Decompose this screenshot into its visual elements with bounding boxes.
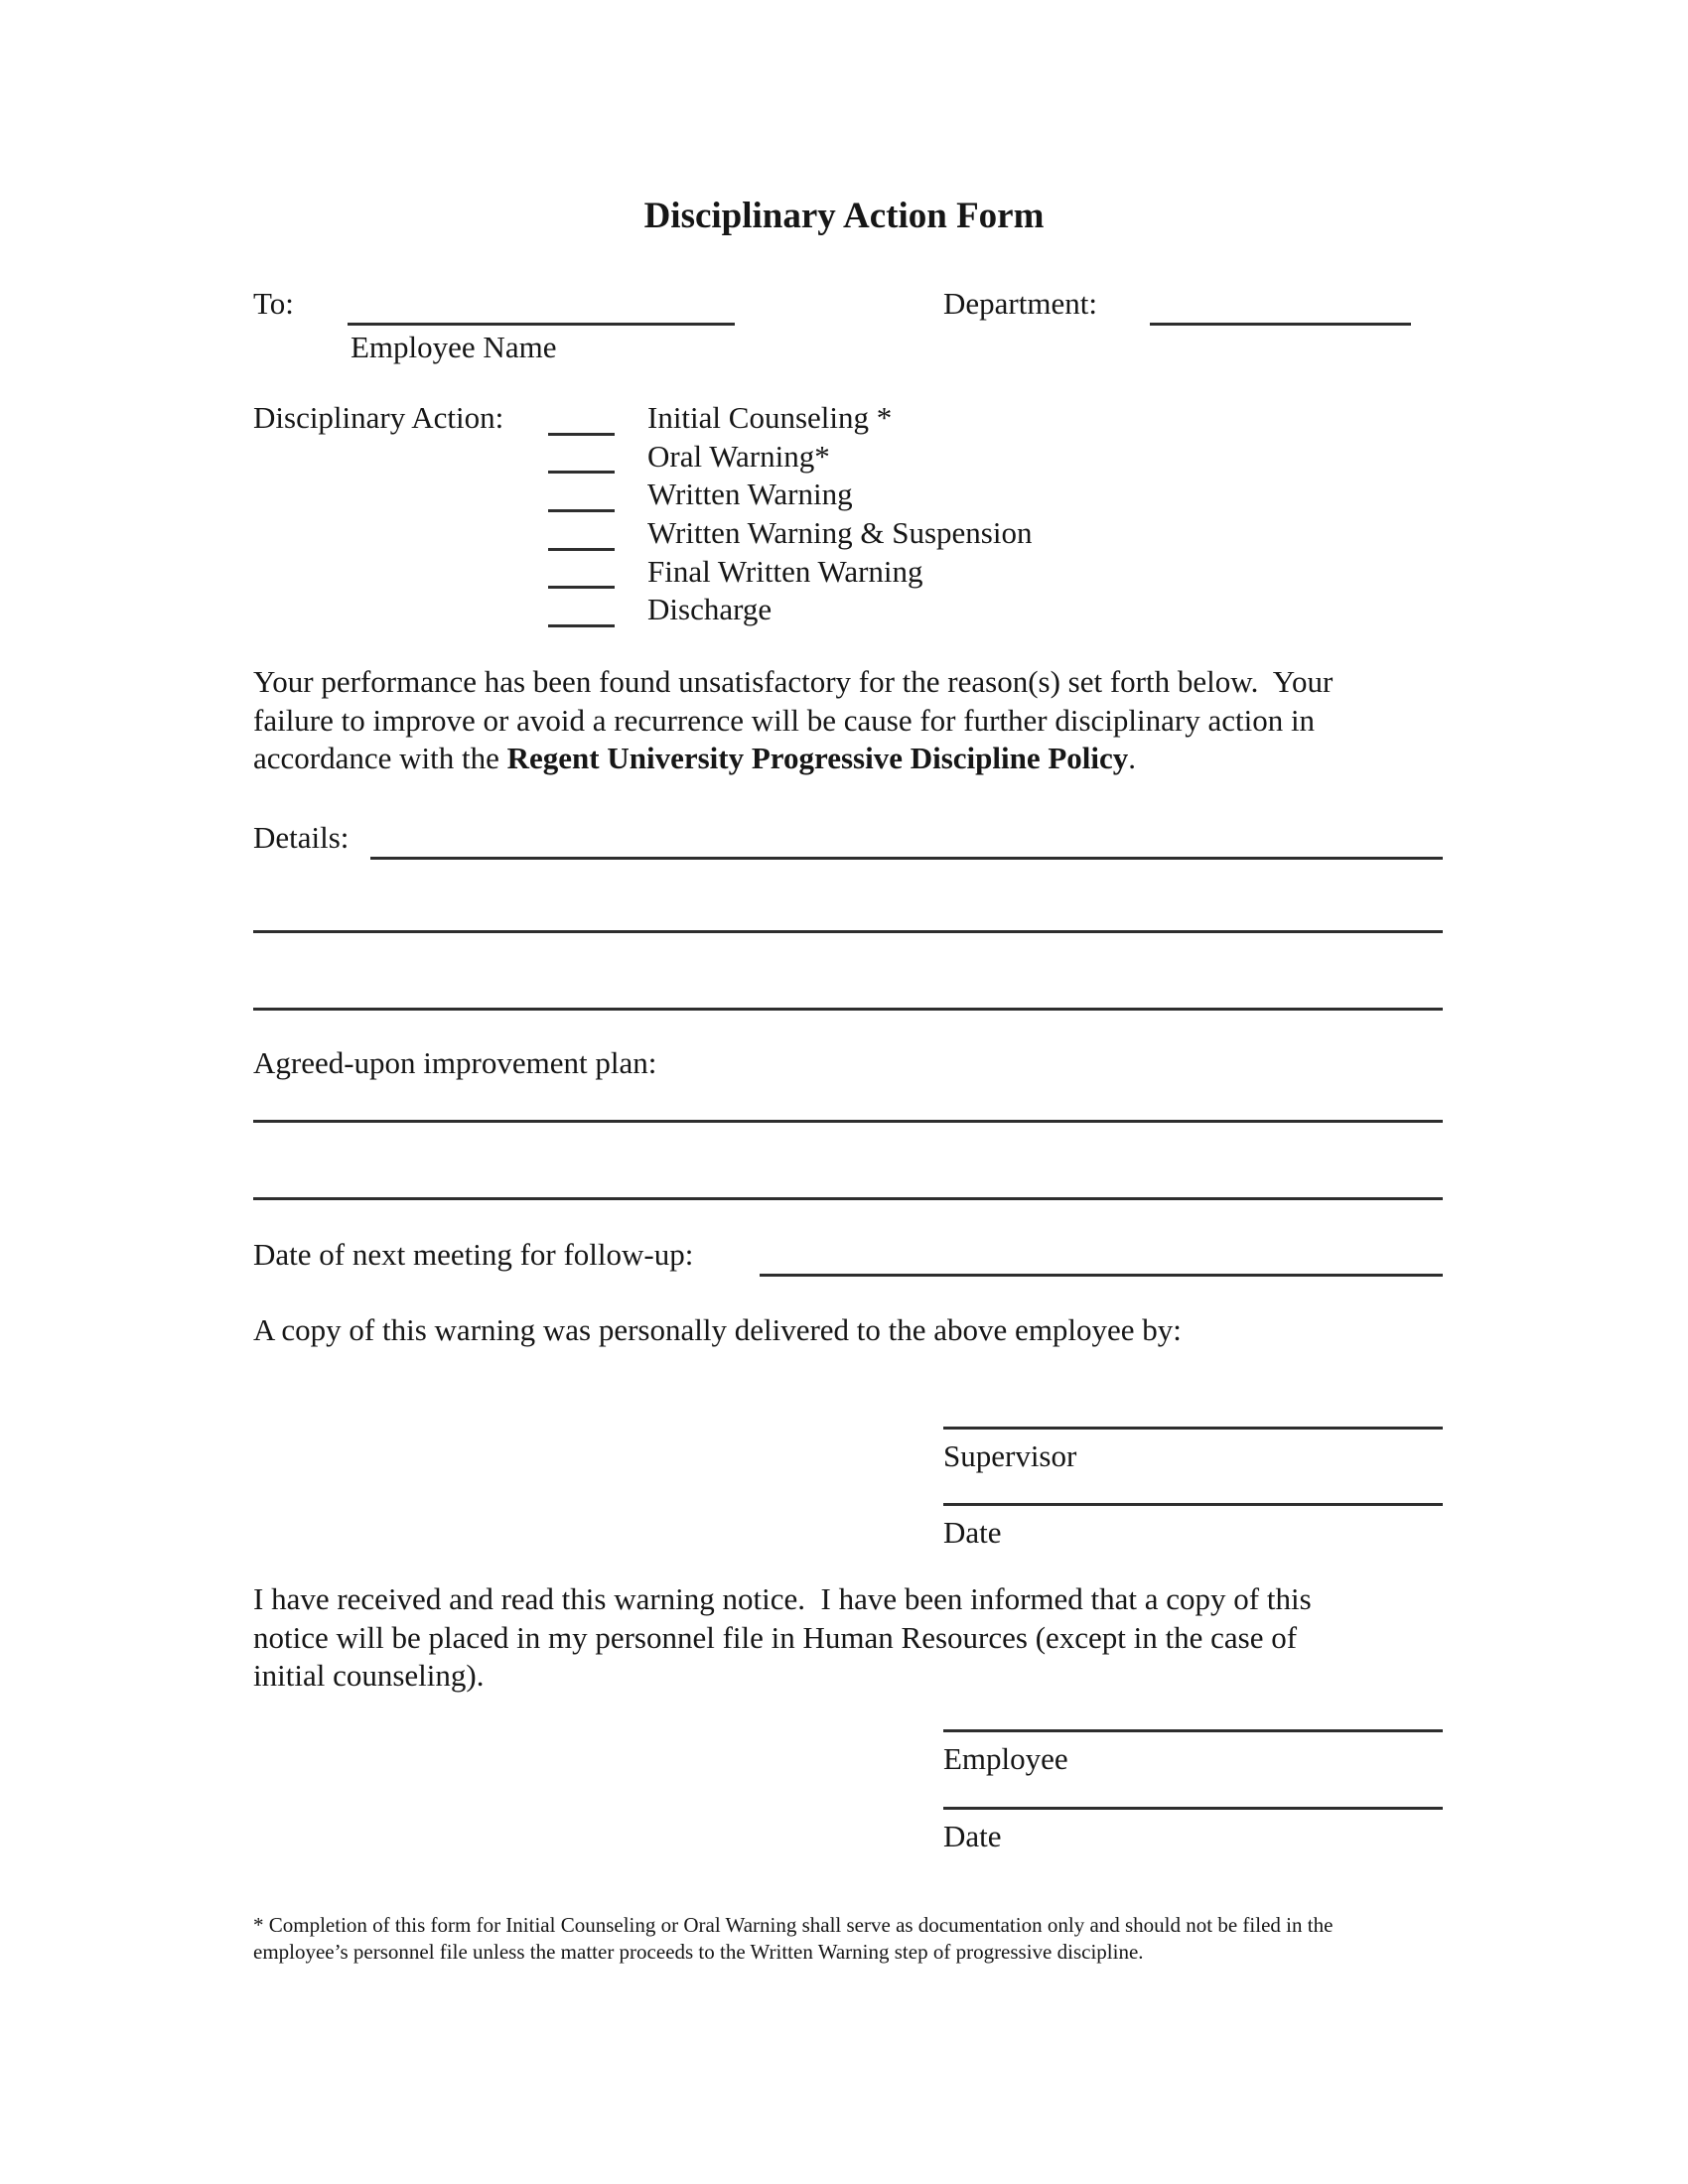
policy-name-bold: Regent University Progressive Discipline Policy bbox=[506, 741, 1129, 776]
details-field-line[interactable] bbox=[370, 857, 1443, 860]
option-blank-initial-counseling[interactable] bbox=[548, 433, 615, 436]
option-row bbox=[253, 514, 1443, 553]
acknowledgement-line-3: initial counseling). bbox=[253, 1658, 485, 1694]
department-field-line[interactable] bbox=[1150, 323, 1411, 326]
supervisor-label: Supervisor bbox=[943, 1438, 1077, 1473]
employee-signature-line[interactable] bbox=[943, 1729, 1443, 1732]
improvement-plan-line-2[interactable] bbox=[253, 1197, 1443, 1200]
followup-label: Date of next meeting for follow-up: bbox=[253, 1237, 694, 1272]
option-blank-discharge[interactable] bbox=[548, 624, 615, 627]
department-label: Department: bbox=[943, 286, 1097, 321]
intro-line-3-pre: accordance with the bbox=[253, 741, 507, 776]
option-row bbox=[253, 591, 1443, 629]
intro-line-1: Your performance has been found unsatisfactory for the reason(s) set forth below. Your bbox=[253, 664, 1334, 699]
supervisor-date-label: Date bbox=[943, 1515, 1002, 1550]
employee-label: Employee bbox=[943, 1741, 1068, 1776]
option-label-final-written-warning: Final Written Warning bbox=[647, 553, 923, 589]
option-label-written-warning: Written Warning bbox=[647, 477, 853, 512]
to-label: To: bbox=[253, 286, 294, 321]
disciplinary-action-label: Disciplinary Action: bbox=[253, 400, 504, 435]
option-blank-written-warning[interactable] bbox=[548, 509, 615, 512]
page-title: Disciplinary Action Form bbox=[643, 196, 1045, 236]
employee-date-label: Date bbox=[943, 1819, 1002, 1853]
employee-date-line[interactable] bbox=[943, 1807, 1443, 1810]
option-row bbox=[253, 399, 1443, 438]
option-row bbox=[253, 553, 1443, 592]
followup-row bbox=[253, 1237, 1443, 1279]
footnote-line-2: employee’s personnel file unless the matter proceeds to the Written Warning step of progressive discipline. bbox=[253, 1940, 1144, 1964]
employee-name-sublabel: Employee Name bbox=[351, 330, 557, 364]
acknowledgement-line-1: I have received and read this warning notice. I have been informed that a copy of this bbox=[253, 1581, 1312, 1616]
disciplinary-action-section bbox=[253, 399, 1443, 629]
intro-line-2: failure to improve or avoid a recurrence will be cause for further disciplinary action in bbox=[253, 702, 1316, 738]
header-fields-row bbox=[253, 286, 1443, 395]
improvement-plan-label: Agreed-upon improvement plan: bbox=[253, 1045, 657, 1080]
details-row bbox=[253, 820, 1443, 862]
supervisor-date-line[interactable] bbox=[943, 1503, 1443, 1506]
option-label-written-warning-suspension: Written Warning & Suspension bbox=[647, 515, 1033, 551]
intro-line-3-post: . bbox=[1128, 741, 1137, 776]
option-row bbox=[253, 438, 1443, 477]
details-extra-line-2[interactable] bbox=[253, 1008, 1443, 1011]
details-extra-line-1[interactable] bbox=[253, 930, 1443, 933]
option-blank-final-written-warning[interactable] bbox=[548, 586, 615, 589]
option-label-oral-warning: Oral Warning* bbox=[647, 438, 830, 474]
delivery-statement: A copy of this warning was personally delivered to the above employee by: bbox=[253, 1312, 1182, 1347]
option-label-initial-counseling: Initial Counseling * bbox=[647, 400, 893, 435]
improvement-plan-line-1[interactable] bbox=[253, 1120, 1443, 1123]
followup-field-line[interactable] bbox=[760, 1274, 1443, 1277]
option-blank-written-warning-suspension[interactable] bbox=[548, 548, 615, 551]
option-label-discharge: Discharge bbox=[647, 592, 773, 627]
acknowledgement-line-2: notice will be placed in my personnel file in Human Resources (except in the case of bbox=[253, 1619, 1298, 1655]
employee-name-field-line[interactable] bbox=[348, 323, 735, 326]
intro-paragraph bbox=[253, 663, 1333, 778]
option-row bbox=[253, 476, 1443, 514]
footnote-line-1: * Completion of this form for Initial Counseling or Oral Warning shall serve as documentation only and should not be filed in the bbox=[253, 1913, 1334, 1937]
details-label: Details: bbox=[253, 820, 350, 855]
option-blank-oral-warning[interactable] bbox=[548, 471, 615, 474]
acknowledgement-paragraph bbox=[253, 1580, 1312, 1696]
intro-line-3 bbox=[253, 740, 1333, 778]
supervisor-signature-line[interactable] bbox=[943, 1427, 1443, 1430]
footnote bbox=[253, 1912, 1333, 1966]
